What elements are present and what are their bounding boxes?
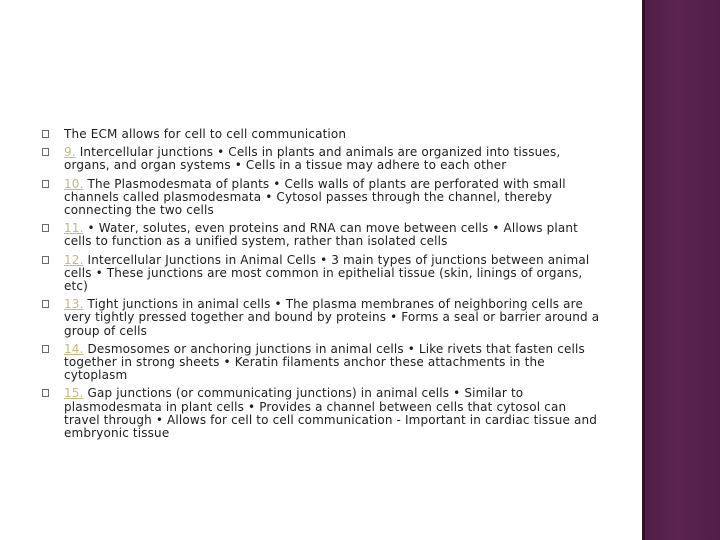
square-bullet-icon bbox=[42, 130, 49, 138]
bullet-text: Desmosomes or anchoring junctions in animal cells • Like rivets that fasten cells together in strong sheets • Keratin filaments anchor these attachments in the cytoplasm bbox=[64, 341, 585, 383]
bullet-text: Intercellular junctions • Cells in plants and animals are organized into tissues, organs, and organ systems • Cells in a tissue may adhere to each other bbox=[64, 145, 561, 173]
square-bullet-icon bbox=[42, 345, 49, 353]
bullet-item bbox=[42, 387, 602, 440]
square-bullet-icon bbox=[42, 180, 49, 188]
bullet-text: Intercellular Junctions in Animal Cells • 3 main types of junctions between animal cells • These junctions are most common in epithelial tissue (skin, linings of organs, etc) bbox=[64, 252, 590, 294]
bullet-number-link[interactable]: 13. bbox=[64, 297, 84, 312]
bullet-number-link[interactable]: 9. bbox=[64, 145, 76, 160]
decorative-side-bar bbox=[642, 0, 720, 540]
bullet-item bbox=[42, 298, 602, 338]
bullet-number-link[interactable]: 12. bbox=[64, 252, 84, 267]
bullet-item bbox=[42, 222, 602, 248]
bullet-item bbox=[42, 178, 602, 218]
bullet-number-link[interactable]: 11. bbox=[64, 221, 84, 236]
bullet-item bbox=[42, 343, 602, 383]
bullet-text: • Water, solutes, even proteins and RNA can move between cells • Allows plant cells to function as a unified system, rather than isolated cells bbox=[64, 221, 579, 249]
square-bullet-icon bbox=[42, 389, 49, 397]
bullet-text: The Plasmodesmata of plants • Cells walls of plants are perforated with small channels called plasmodesmata • Cytosol passes through the channel, thereby connecting the two cells bbox=[64, 176, 566, 218]
square-bullet-icon bbox=[42, 148, 49, 156]
square-bullet-icon bbox=[42, 224, 49, 232]
square-bullet-icon bbox=[42, 300, 49, 308]
bullet-text: Tight junctions in animal cells • The plasma membranes of neighboring cells are very tightly pressed together and bound by proteins • Forms a seal or barrier around a group of cells bbox=[64, 297, 600, 338]
bullet-number-link[interactable]: 14. bbox=[64, 341, 84, 356]
square-bullet-icon bbox=[42, 256, 49, 264]
bullet-item bbox=[42, 254, 602, 294]
bullet-item bbox=[42, 128, 602, 141]
bullet-text: Gap junctions (or communicating junctions) in animal cells • Similar to plasmodesmata in plant cells • Provides a channel between cells that cytosol can travel through • Allows for cell to cell communication - Important in cardiac tissue and embryonic tissue bbox=[64, 386, 598, 441]
bullet-text: The ECM allows for cell to cell communication bbox=[64, 127, 347, 141]
bullet-list bbox=[42, 128, 602, 445]
bullet-item bbox=[42, 146, 602, 172]
bullet-number-link[interactable]: 10. bbox=[64, 176, 84, 191]
bullet-number-link[interactable]: 15. bbox=[64, 386, 84, 401]
